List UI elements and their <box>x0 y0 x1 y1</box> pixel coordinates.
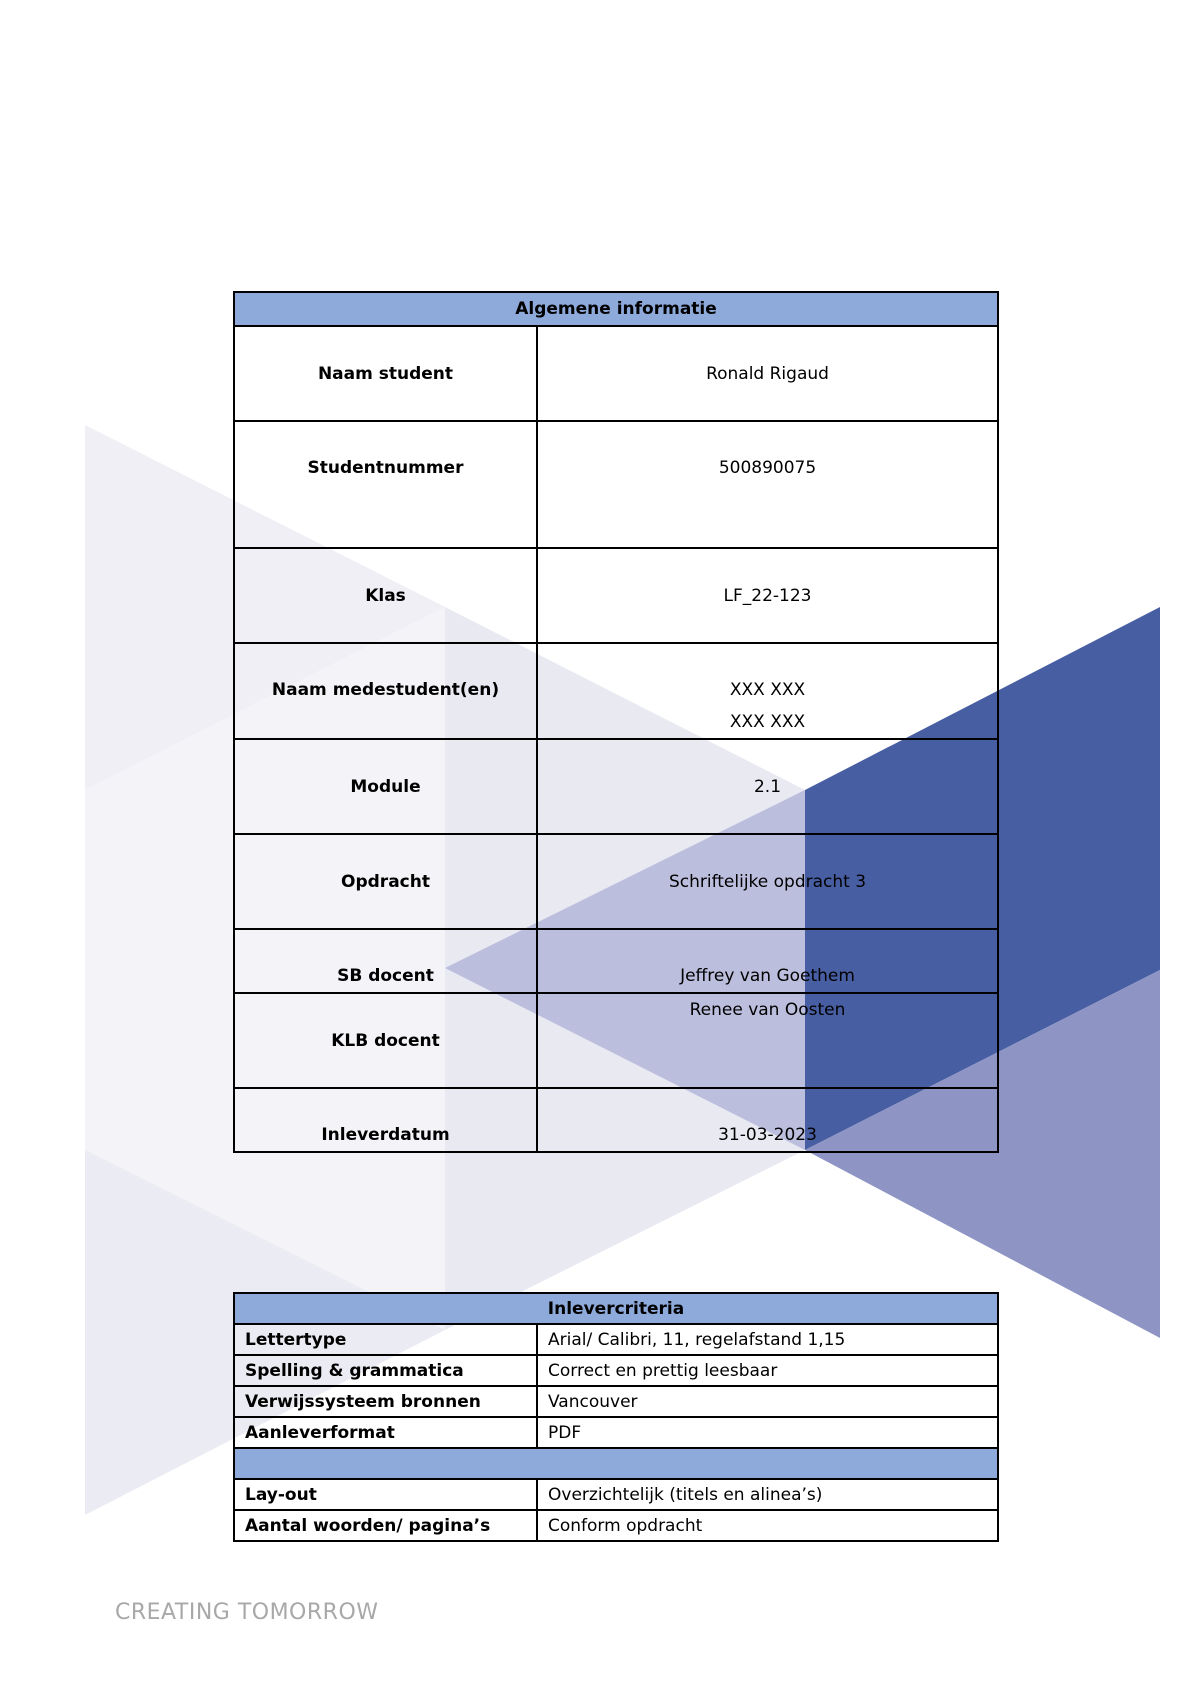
value-studentnummer: 500890075 <box>537 421 998 548</box>
label-lettertype: Lettertype <box>234 1324 537 1355</box>
value-aanleverformat: PDF <box>537 1417 998 1448</box>
value-medestudenten <box>537 643 998 739</box>
label-module: Module <box>234 739 537 834</box>
general-info-table <box>233 291 999 1153</box>
label-inleverdatum: Inleverdatum <box>234 1088 537 1152</box>
medestudent-line-2: XXX XXX <box>729 712 806 732</box>
value-spelling: Correct en prettig leesbaar <box>537 1355 998 1386</box>
label-klas: Klas <box>234 548 537 643</box>
value-klas: LF_22-123 <box>537 548 998 643</box>
label-lay-out: Lay-out <box>234 1479 537 1510</box>
value-verwijssysteem: Vancouver <box>537 1386 998 1417</box>
label-aantal-woorden: Aantal woorden/ pagina’s <box>234 1510 537 1541</box>
label-studentnummer: Studentnummer <box>234 421 537 548</box>
label-aanleverformat: Aanleverformat <box>234 1417 537 1448</box>
value-opdracht: Schriftelijke opdracht 3 <box>537 834 998 929</box>
label-opdracht: Opdracht <box>234 834 537 929</box>
value-lay-out: Overzichtelijk (titels en alinea’s) <box>537 1479 998 1510</box>
medestudent-line-1: XXX XXX <box>729 680 806 700</box>
general-info-header: Algemene informatie <box>234 292 998 326</box>
value-sb-docent: Jeffrey van Goethem <box>537 929 998 993</box>
value-module: 2.1 <box>537 739 998 834</box>
value-lettertype: Arial/ Calibri, 11, regelafstand 1,15 <box>537 1324 998 1355</box>
criteria-blank-row <box>234 1448 998 1479</box>
value-naam-student: Ronald Rigaud <box>537 326 998 421</box>
label-sb-docent: SB docent <box>234 929 537 993</box>
criteria-table <box>233 1292 999 1542</box>
label-medestudenten: Naam medestudent(en) <box>234 643 537 739</box>
label-verwijssysteem: Verwijssysteem bronnen <box>234 1386 537 1417</box>
value-inleverdatum: 31-03-2023 <box>537 1088 998 1152</box>
label-spelling: Spelling & grammatica <box>234 1355 537 1386</box>
value-aantal-woorden: Conform opdracht <box>537 1510 998 1541</box>
label-klb-docent: KLB docent <box>234 993 537 1088</box>
value-klb-docent: Renee van Oosten <box>537 993 998 1088</box>
label-naam-student: Naam student <box>234 326 537 421</box>
footer-tagline: CREATING TOMORROW <box>115 1600 379 1625</box>
criteria-header: Inlevercriteria <box>234 1293 998 1324</box>
